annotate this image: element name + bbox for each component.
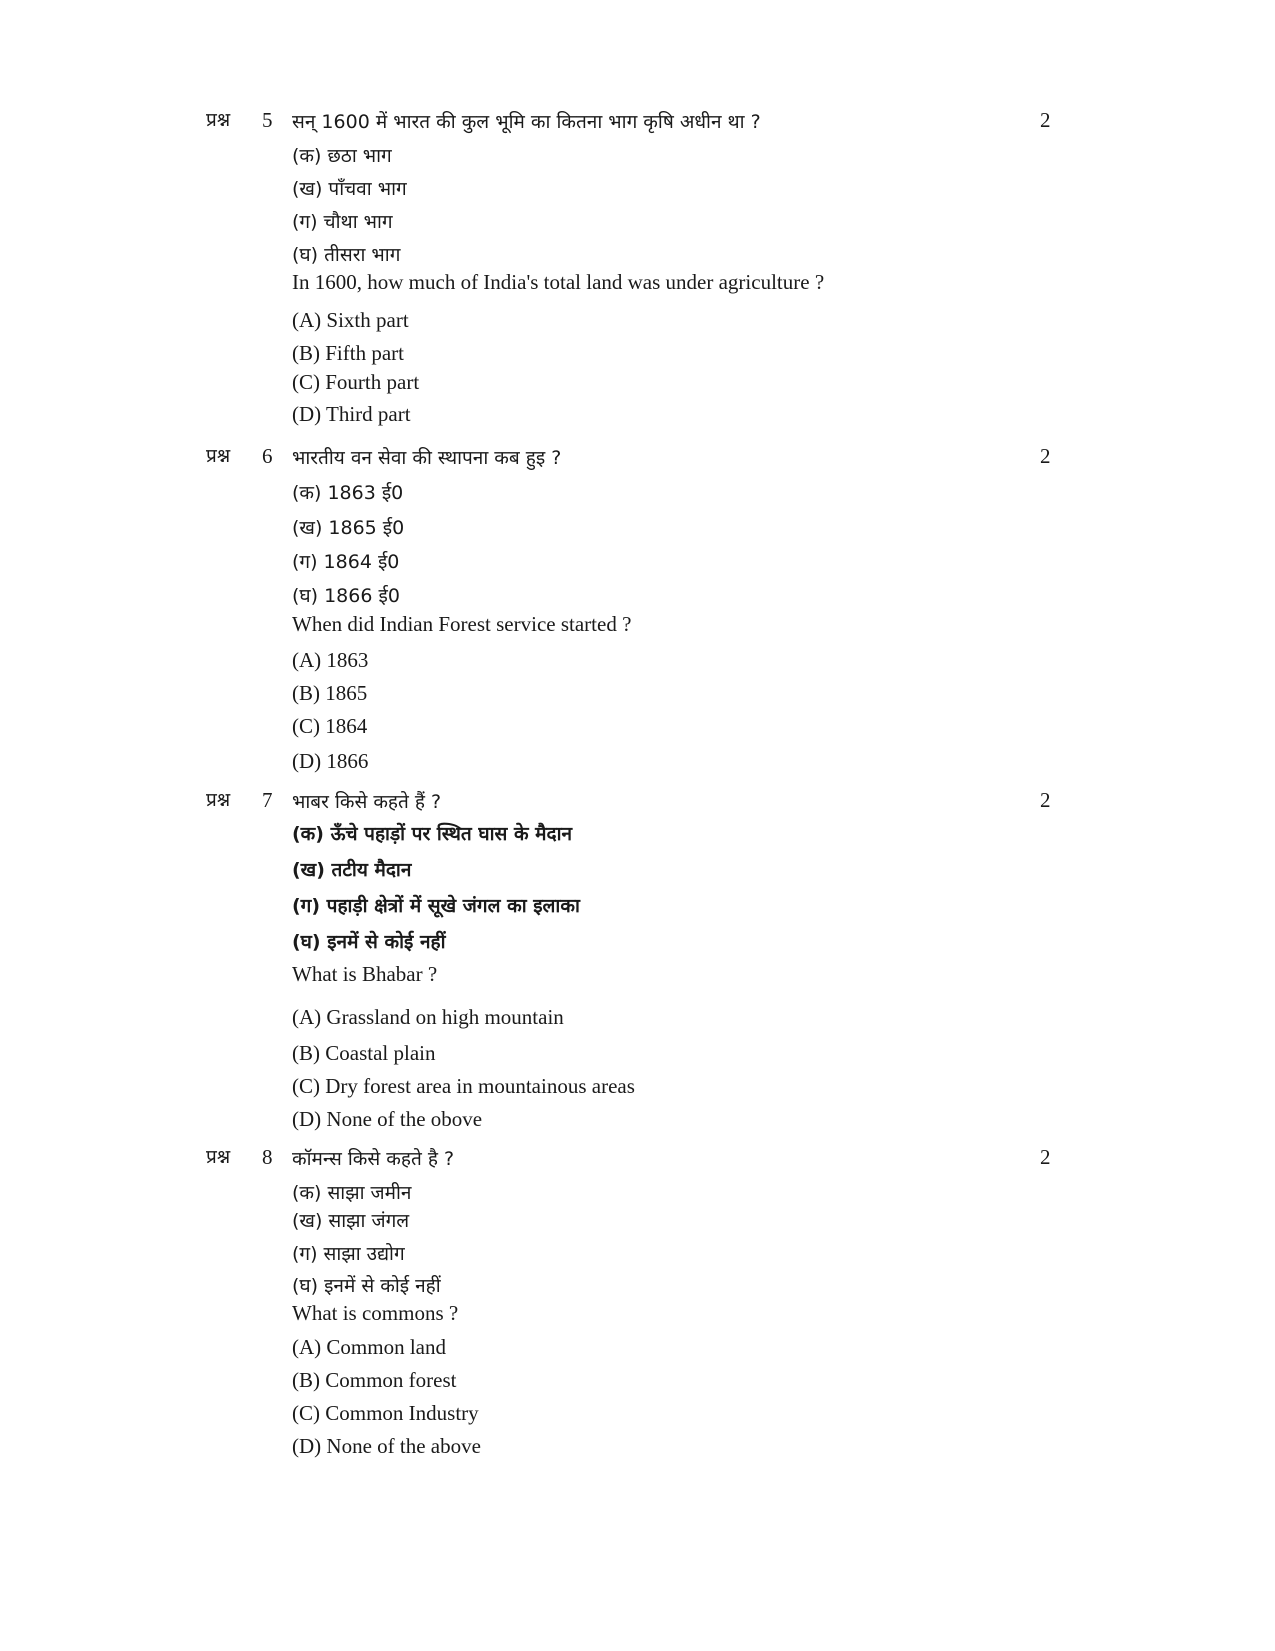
hindi-option: (क) छठा भाग: [292, 145, 392, 167]
hindi-option: (ख) पाँचवा भाग: [292, 178, 407, 200]
english-question: What is commons ?: [292, 1301, 459, 1325]
english-option: (A) 1863: [292, 648, 369, 672]
question-marks: 2: [1040, 1145, 1051, 1169]
hindi-option: (क) 1863 ई0: [292, 482, 404, 504]
hindi-question: भाबर किसे कहते हैं ?: [292, 791, 442, 813]
english-option: (D) Third part: [292, 402, 411, 426]
english-option: (D) None of the above: [292, 1434, 481, 1458]
english-option: (B) Common forest: [292, 1368, 457, 1392]
english-option: (B) Coastal plain: [292, 1041, 436, 1065]
hindi-option: (घ) तीसरा भाग: [292, 244, 401, 266]
question-number: 6: [262, 444, 273, 468]
hindi-option: (घ) इनमें से कोई नहीं: [292, 931, 446, 953]
hindi-option: (ख) 1865 ई0: [292, 517, 405, 539]
english-question: In 1600, how much of India's total land was under agriculture ?: [292, 270, 825, 294]
english-option: (C) Common Industry: [292, 1401, 479, 1425]
hindi-option: (ग) चौथा भाग: [292, 211, 393, 233]
question-label: प्रश्न: [206, 1146, 231, 1168]
english-option: (D) None of the obove: [292, 1107, 483, 1131]
hindi-option: (ग) साझा उद्योग: [292, 1243, 405, 1265]
question-label: प्रश्न: [206, 109, 231, 131]
hindi-question: सन् 1600 में भारत की कुल भूमि का कितना भाग कृषि अधीन था ?: [292, 111, 761, 133]
hindi-option: (क) ऊँचे पहाड़ों पर स्थित घास के मैदान: [292, 823, 573, 845]
question-label: प्रश्न: [206, 789, 231, 811]
english-question: When did Indian Forest service started ?: [292, 612, 632, 636]
english-option: (A) Common land: [292, 1335, 446, 1359]
hindi-option: (ग) पहाड़ी क्षेत्रों में सूखे जंगल का इलाका: [292, 895, 580, 917]
english-option: (B) Fifth part: [292, 341, 404, 365]
hindi-option: (क) साझा जमीन: [292, 1182, 412, 1204]
hindi-option: (ग) 1864 ई0: [292, 551, 400, 573]
hindi-option: (घ) इनमें से कोई नहीं: [292, 1275, 441, 1297]
english-option: (C) Dry forest area in mountainous areas: [292, 1074, 635, 1098]
question-number: 7: [262, 788, 273, 812]
hindi-option: (घ) 1866 ई0: [292, 585, 400, 607]
hindi-question: कॉमन्स किसे कहते है ?: [292, 1148, 455, 1170]
question-number: 8: [262, 1145, 273, 1169]
english-option: (A) Grassland on high mountain: [292, 1005, 564, 1029]
hindi-option: (ख) तटीय मैदान: [292, 859, 412, 881]
question-marks: 2: [1040, 108, 1051, 132]
question-label: प्रश्न: [206, 445, 231, 467]
english-option: (D) 1866: [292, 749, 369, 773]
english-option: (B) 1865: [292, 681, 368, 705]
english-question: What is Bhabar ?: [292, 962, 438, 986]
hindi-question: भारतीय वन सेवा की स्थापना कब हुइ ?: [292, 447, 562, 469]
question-number: 5: [262, 108, 273, 132]
question-marks: 2: [1040, 444, 1051, 468]
english-option: (C) 1864: [292, 714, 368, 738]
question-marks: 2: [1040, 788, 1051, 812]
hindi-option: (ख) साझा जंगल: [292, 1210, 410, 1232]
english-option: (C) Fourth part: [292, 370, 420, 394]
english-option: (A) Sixth part: [292, 308, 409, 332]
